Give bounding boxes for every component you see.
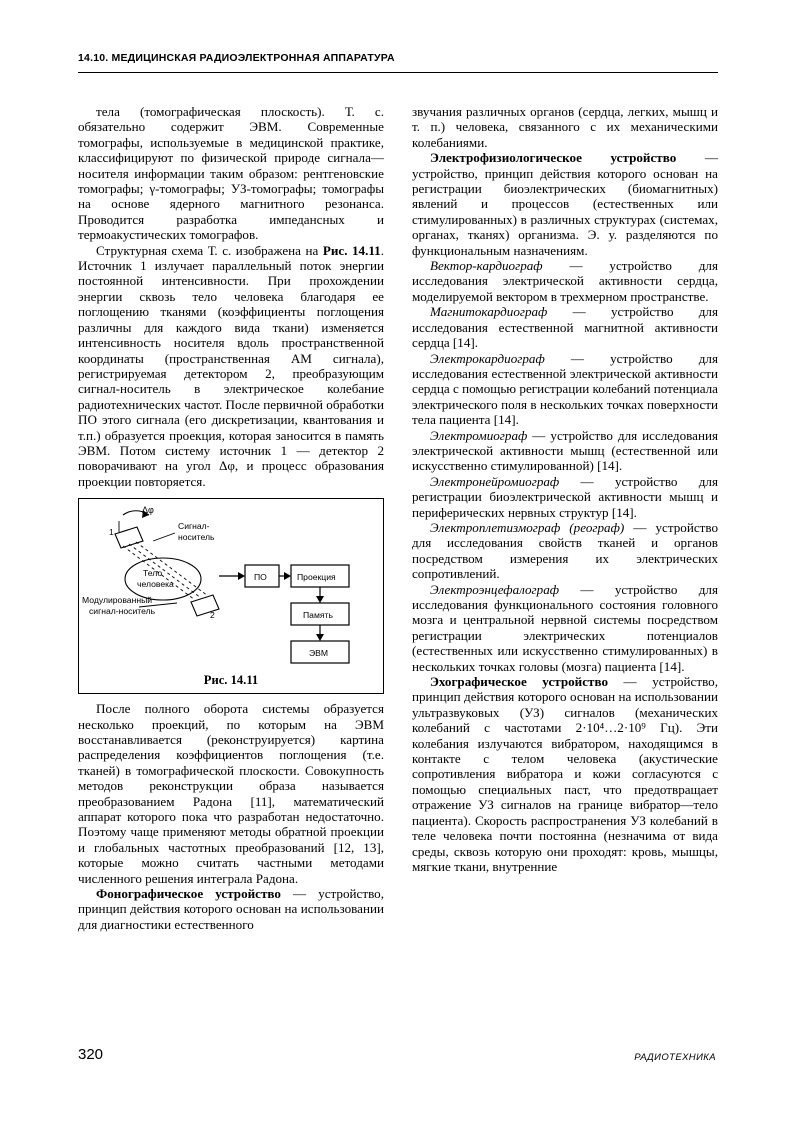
- page-number: 320: [78, 1046, 104, 1063]
- term-phonographic: Фонографическое устройство: [96, 886, 281, 902]
- term-electroencephalograph: Электроэнцефалограф: [430, 581, 560, 597]
- svg-text:2: 2: [210, 610, 215, 621]
- svg-text:Проекция: Проекция: [297, 572, 336, 583]
- figure-diagram: [79, 499, 383, 693]
- paragraph-right-6: [412, 428, 718, 474]
- running-header: 14.10. МЕДИЦИНСКАЯ РАДИОЭЛЕКТРОННАЯ АППАРАТУРА: [78, 52, 395, 64]
- paragraph-left-3: После полного оборота системы образуется несколько проекций, по которым на ЭВМ восстанавливается (реконструируется) картина распределения коэффициентов поглощения (т.е. тканей) в томографической плоскости. Совокупность методов реконструкции образа называется преобразованием Радона [11], математический аппарат которого пока что разработан недостаточно. Поэтому чаще применяют методы обратной проекции и глобальных частотных преобразований [12, 13], которые можно считать частными методами численного решения интеграла Радона.: [78, 701, 384, 886]
- text-run: — устройство для исследования функционального состояния головного мозга и центральной нервной системы посредством регистрации электрических потенциалов (естественных или искусственно стимулированных) в нескольких точках головы (мозга) пациента [14].: [412, 581, 718, 674]
- text-run: . Источник 1 излучает параллельный поток энергии постоянной интенсивности. При прохождении энергии сквозь тело человека благодаря ее поглощению тканями (коэффициенты поглощения различны для каждого вида ткани) изменяется интенсивность носителя вдоль пространственной координаты (пространственная АМ сигнала), регистрируемая детектором 2, преобразующим сигнал-носитель в электрическое колебание радиотехнических частот. После первичной обработки ПО этого сигнала (его дискретизации, квантования и т.п.) образуется проекция, которая заносится в память ЭВМ. Потом систему источник 1 — детектор 2 поворачивают на угол Δφ, и процесс образования проекции повторяется.: [78, 242, 385, 489]
- svg-text:Тело: Тело: [143, 568, 163, 579]
- paragraph-left-1: тела (томографическая плоскость). Т. с. обязательно содержит ЭВМ. Современные томографы, используемые в медицинской практике, классифицируют по физической природе сигнала—носителя информации таким образом: рентгеновские томографы; γ-томографы; УЗ-томографы; томографы на основе ядерного магнитного резонанса. Проводится разработка импедансных и термоакустических томографов.: [78, 104, 384, 243]
- svg-text:Память: Память: [303, 610, 333, 621]
- svg-text:Модулированный: Модулированный: [82, 595, 153, 606]
- svg-text:сигнал-носитель: сигнал-носитель: [89, 606, 156, 617]
- paragraph-left-2: [78, 243, 384, 490]
- paragraph-right-10: [412, 674, 718, 874]
- term-electrophysiological: Электрофизиологическое устройство: [430, 150, 677, 166]
- header-divider: [78, 72, 718, 73]
- text-run: — устройство, принцип действия которого основан на использовании ультразвуковых (УЗ) сигналов (механических колебаний с частотами 2·10⁴…2·10⁹ Гц). Эти колебания излучаются вибратором, находящимся в контакте с телом человека (акустические сопротивления вибратора и кожи согласуются с помощью специальных паст, что предотвращает отражение УЗ сигналов на границе вибратор—тело пациента). Скорость распространения УЗ колебаний в теле человека почти постоянна (незначима от вида среды, сквозь которую они проходят: кровь, мышцы, мягкие ткани, внутренние: [412, 674, 718, 874]
- paragraph-left-4: [78, 886, 384, 932]
- text-run: — устройство для исследования свойств тканей и органов посредством измерения их электрических сопротивлений.: [412, 519, 719, 582]
- text-run: — устройство для исследования естественной магнитной активности сердца [14].: [412, 304, 718, 351]
- term-electromyograph: Электромиограф: [430, 427, 528, 443]
- svg-text:ЭВМ: ЭВМ: [309, 648, 329, 659]
- text-run: — устройство, принцип действия которого основан на регистрации биоэлектрических (биомагнитных) явлений и процессов (естественных или стимулированных) в различных структурах (системах, органах, тканях) организма. Э. у. разделяются по функциональным назначениям.: [412, 150, 718, 258]
- svg-text:Сигнал-: Сигнал-: [178, 521, 210, 532]
- paragraph-right-2: [412, 150, 718, 258]
- svg-text:Δφ: Δφ: [142, 505, 154, 516]
- text-run: — устройство для исследования электрической активности мышц (естественной или искусственно стимулированной) [14].: [412, 427, 718, 474]
- svg-text:ПО: ПО: [254, 572, 267, 583]
- paragraph-right-7: [412, 474, 718, 520]
- paragraph-right-5: [412, 351, 718, 428]
- right-column: [412, 104, 718, 874]
- term-vector-cardiograph: Вектор-кардиограф: [430, 258, 543, 274]
- figure-caption: Рис. 14.11: [203, 672, 259, 687]
- svg-text:1: 1: [109, 527, 114, 538]
- term-magnetocardiograph: Магнитокардиограф: [430, 304, 548, 320]
- term-electroneuromyograph: Электронейромиограф: [430, 473, 560, 489]
- footer-series: РАДИОТЕХНИКА: [634, 1052, 716, 1063]
- left-column: [78, 104, 384, 932]
- text-run: — устройство для исследования естественной электрической активности сердца с помощью регистрации колебаний потенциала электрического поля в нескольких точках поверхности тела пациента [14].: [412, 350, 718, 428]
- paragraph-right-8: [412, 520, 718, 582]
- text-run: — устройство для исследования электрической активности сердца, моделируемой вектором в трехмерном пространстве.: [412, 258, 718, 304]
- paragraph-right-9: [412, 582, 718, 674]
- paragraph-right-3: [412, 258, 718, 304]
- text-run: Структурная схема Т. с. изображена на: [96, 242, 323, 258]
- paragraph-right-1: звучания различных органов (сердца, легких, мышц и т. п.) человека, связанного с их механическими колебаниями.: [412, 104, 718, 150]
- svg-text:носитель: носитель: [178, 532, 215, 543]
- figure-14-11: [78, 498, 384, 694]
- term-electrocardiograph: Электрокардиограф: [430, 350, 545, 366]
- text-run: — устройство, принцип действия которого основан на использовании для диагностики естественного: [78, 886, 384, 932]
- figure-reference: Рис. 14.11: [322, 242, 381, 258]
- text-run: — устройство для регистрации биоэлектрической активности мышц и периферических нервных структур [14].: [412, 473, 718, 520]
- term-electroplethysmograph: Электроплетизмограф (реограф): [430, 519, 625, 535]
- svg-text:человека: человека: [137, 579, 174, 590]
- paragraph-right-4: [412, 304, 718, 350]
- term-echographic: Эхографическое устройство: [430, 674, 608, 690]
